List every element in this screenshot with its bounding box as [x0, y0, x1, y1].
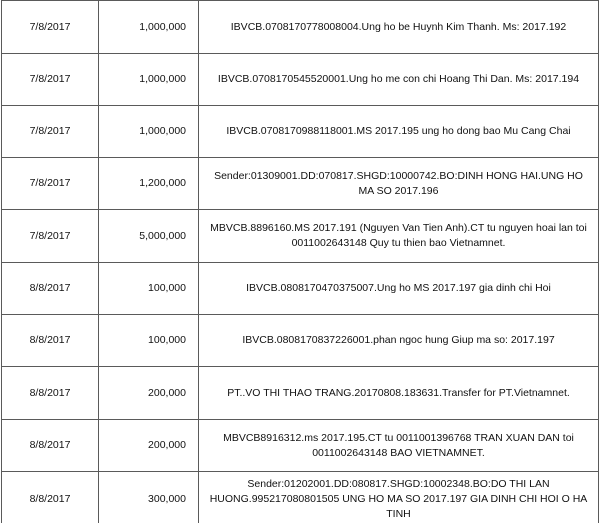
date-cell: 7/8/2017	[2, 54, 99, 106]
amount-cell: 1,000,000	[99, 106, 199, 158]
donation-table	[1, 0, 599, 523]
table-row	[2, 1, 599, 54]
table-row	[2, 210, 599, 263]
table-row	[2, 420, 599, 472]
amount-cell: 300,000	[99, 472, 199, 523]
amount-cell: 1,000,000	[99, 1, 199, 54]
table-row	[2, 54, 599, 106]
amount-cell: 1,000,000	[99, 54, 199, 106]
table-row	[2, 106, 599, 158]
description-cell: Sender:01202001.DD:080817.SHGD:10002348.BO:DO THI LAN HUONG.995217080801505 UNG HO MA SO 2017.197 GIA DINH CHI HOI O HA TINH	[199, 472, 599, 523]
date-cell: 7/8/2017	[2, 106, 99, 158]
amount-cell: 1,200,000	[99, 158, 199, 210]
description-cell: IBVCB.0808170837226001.phan ngoc hung Giup ma so: 2017.197	[199, 315, 599, 367]
date-cell: 8/8/2017	[2, 367, 99, 420]
description-cell: IBVCB.0708170545520001.Ung ho me con chi Hoang Thi Dan. Ms: 2017.194	[199, 54, 599, 106]
amount-cell: 100,000	[99, 263, 199, 315]
description-cell: IBVCB.0708170778008004.Ung ho be Huynh Kim Thanh. Ms: 2017.192	[199, 1, 599, 54]
description-cell: MBVCB.8896160.MS 2017.191 (Nguyen Van Tien Anh).CT tu nguyen hoai lan toi 0011002643148 Quy tu thien bao Vietnamnet.	[199, 210, 599, 263]
description-cell: IBVCB.0808170470375007.Ung ho MS 2017.197 gia dinh chi Hoi	[199, 263, 599, 315]
date-cell: 7/8/2017	[2, 210, 99, 263]
amount-cell: 200,000	[99, 367, 199, 420]
amount-cell: 200,000	[99, 420, 199, 472]
date-cell: 8/8/2017	[2, 472, 99, 523]
date-cell: 8/8/2017	[2, 315, 99, 367]
description-cell: Sender:01309001.DD:070817.SHGD:10000742.BO:DINH HONG HAI.UNG HO MA SO 2017.196	[199, 158, 599, 210]
table-row	[2, 158, 599, 210]
table-row	[2, 263, 599, 315]
date-cell: 7/8/2017	[2, 158, 99, 210]
amount-cell: 100,000	[99, 315, 199, 367]
table-row	[2, 367, 599, 420]
description-cell: IBVCB.0708170988118001.MS 2017.195 ung ho dong bao Mu Cang Chai	[199, 106, 599, 158]
date-cell: 8/8/2017	[2, 420, 99, 472]
table-row	[2, 472, 599, 523]
date-cell: 7/8/2017	[2, 1, 99, 54]
description-cell: PT..VO THI THAO TRANG.20170808.183631.Transfer for PT.Vietnamnet.	[199, 367, 599, 420]
date-cell: 8/8/2017	[2, 263, 99, 315]
amount-cell: 5,000,000	[99, 210, 199, 263]
table-row	[2, 315, 599, 367]
description-cell: MBVCB8916312.ms 2017.195.CT tu 0011001396768 TRAN XUAN DAN toi 0011002643148 BAO VIETNAMNET.	[199, 420, 599, 472]
